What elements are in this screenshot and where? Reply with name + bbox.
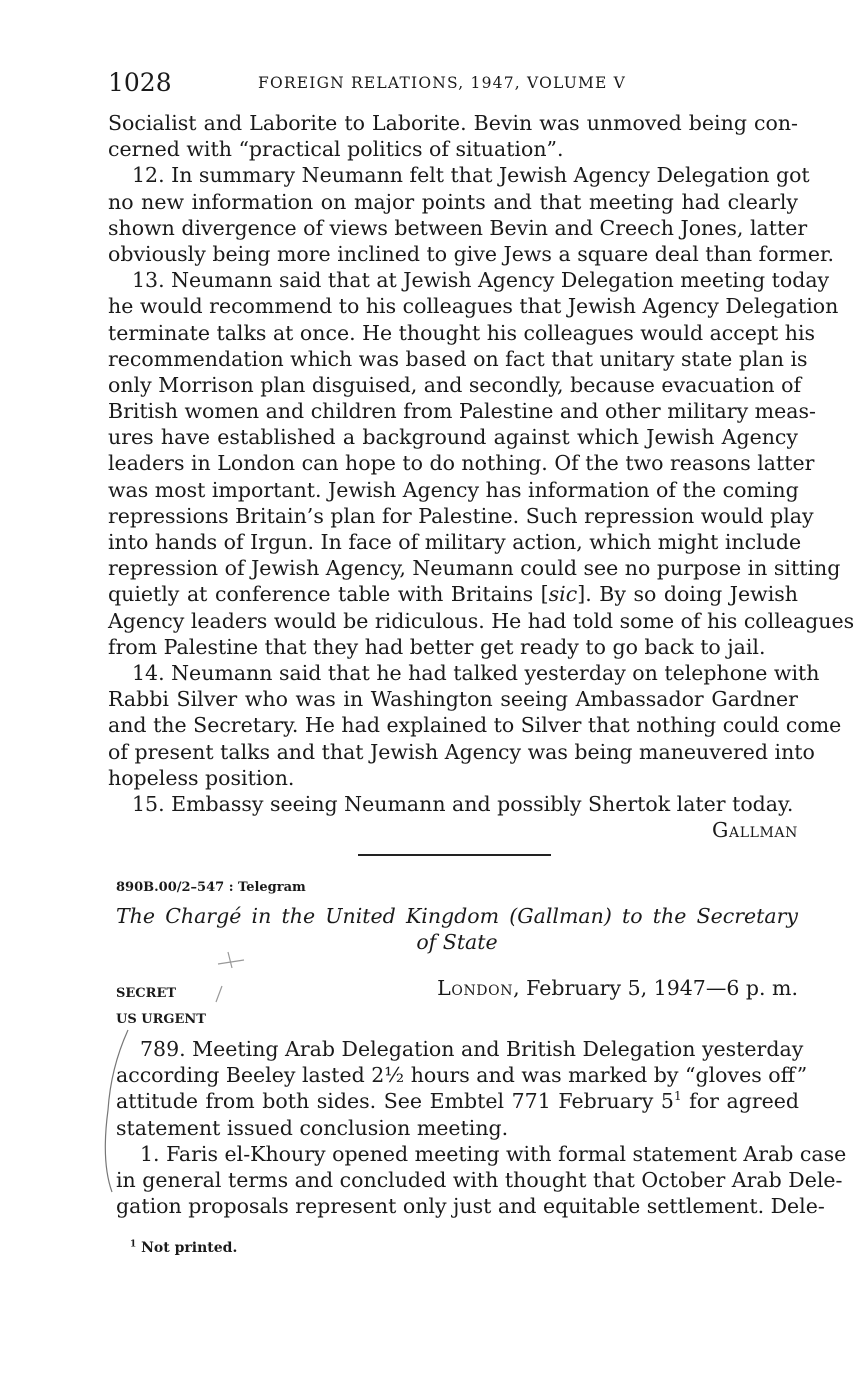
handwritten-mark (216, 952, 244, 1002)
sic-annotation: sic (548, 582, 578, 607)
paragraph-12-line: shown divergence of views between Bevin and Creech Jones, latter (108, 215, 808, 240)
paragraph-13-line: British women and children from Palestine and other military meas- (108, 399, 816, 424)
paragraph-1-line: in general terms and concluded with thought that October Arab Dele- (116, 1167, 843, 1192)
paragraph-13-line: 13. Neumann said that at Jewish Agency Delegation meeting today (132, 268, 830, 293)
paragraph-1-line: 1. Faris el-Khoury opened meeting with formal statement Arab case (140, 1141, 847, 1166)
paragraph-14-line: of present talks and that Jewish Agency was being maneuvered into (108, 739, 815, 764)
paragraph-789-line: 789. Meeting Arab Delegation and British Delegation yesterday (140, 1037, 804, 1061)
footnote-text: Not printed. (136, 1240, 238, 1256)
text-span: quietly at conference table with Britains [ (108, 582, 549, 607)
paragraph-13-line: from Palestine that they had better get ready to go back to jail. (108, 634, 766, 659)
paragraph-14-line: Rabbi Silver who was in Washington seeing Ambassador Gardner (108, 687, 798, 712)
paragraph-789-line: according Beeley lasted 2½ hours and was marked by “gloves off” (116, 1063, 808, 1088)
page-number: 1028 (108, 68, 172, 97)
paragraph-13-line: repression of Jewish Agency, Neumann could see no purpose in sitting (108, 556, 841, 581)
classification-label: SECRET (116, 986, 177, 1001)
paragraph-13-line: repressions Britain’s plan for Palestine. Such repression would play (108, 503, 814, 528)
paragraph-13-line: ures have established a background against which Jewish Agency (108, 425, 798, 450)
paragraph-13-line: he would recommend to his colleagues that Jewish Agency Delegation (108, 294, 839, 319)
text-span: ]. By so doing Jewish (577, 582, 798, 607)
signature: Gallman (712, 818, 798, 843)
paragraph-13-line: Agency leaders would be ridiculous. He had told some of his colleagues (108, 608, 855, 633)
document-title-line: of State (416, 930, 498, 954)
margin-bracket-mark (105, 1030, 128, 1192)
document-title-line: The Chargé in the United Kingdom (Gallman) to the Secretary (116, 904, 798, 928)
text-span: for agreed (681, 1089, 799, 1114)
paragraph-1-line: gation proposals represent only just and equitable settlement. Dele- (116, 1194, 825, 1219)
paragraph-12-line: 12. In summary Neumann felt that Jewish Agency Delegation got (132, 163, 810, 188)
paragraph-13-line: into hands of Irgun. In face of military action, which might include (108, 530, 802, 554)
dateline-place: London (437, 976, 514, 1000)
paragraph-13-line: terminate talks at once. He thought his colleagues would accept his (108, 320, 816, 345)
paragraph-14-line: and the Secretary. He had explained to Silver that nothing could come (108, 713, 842, 738)
running-title: FOREIGN RELATIONS, 1947, VOLUME V (258, 74, 627, 92)
precedence-label: US URGENT (116, 1012, 206, 1027)
file-reference: 890B.00/2–547 : Telegram (116, 880, 306, 895)
paragraph-13-line: recommendation which was based on fact that unitary state plan is (108, 346, 808, 371)
paragraph-15-line: 15. Embassy seeing Neumann and possibly Shertok later today. (132, 791, 794, 816)
text-span: attitude from both sides. See Embtel 771 February 5 (116, 1089, 674, 1114)
paragraph-12-line: no new information on major points and that meeting had clearly (108, 189, 798, 214)
paragraph-13-line: only Morrison plan disguised, and secondly, because evacuation of (108, 372, 802, 397)
paragraph-13-line: leaders in London can hope to do nothing. Of the two reasons latter (108, 451, 815, 476)
text-line: cerned with “practical politics of situation”. (108, 137, 564, 162)
paragraph-14-line: 14. Neumann said that he had talked yesterday on telephone with (132, 660, 820, 685)
footnote-marker: 1 (130, 1239, 137, 1250)
text-line: Socialist and Laborite to Laborite. Bevin was unmoved being con- (108, 111, 798, 135)
paragraph-13-line: was most important. Jewish Agency has information of the coming (108, 477, 799, 502)
paragraph-14-line: hopeless position. (108, 765, 295, 790)
dateline-date: , February 5, 1947—6 p. m. (513, 976, 798, 1000)
paragraph-12-line: obviously being more inclined to give Jews a square deal than former. (108, 241, 835, 266)
footnote-reference: 1 (673, 1089, 682, 1104)
paragraph-789-line: statement issued conclusion meeting. (116, 1115, 509, 1140)
